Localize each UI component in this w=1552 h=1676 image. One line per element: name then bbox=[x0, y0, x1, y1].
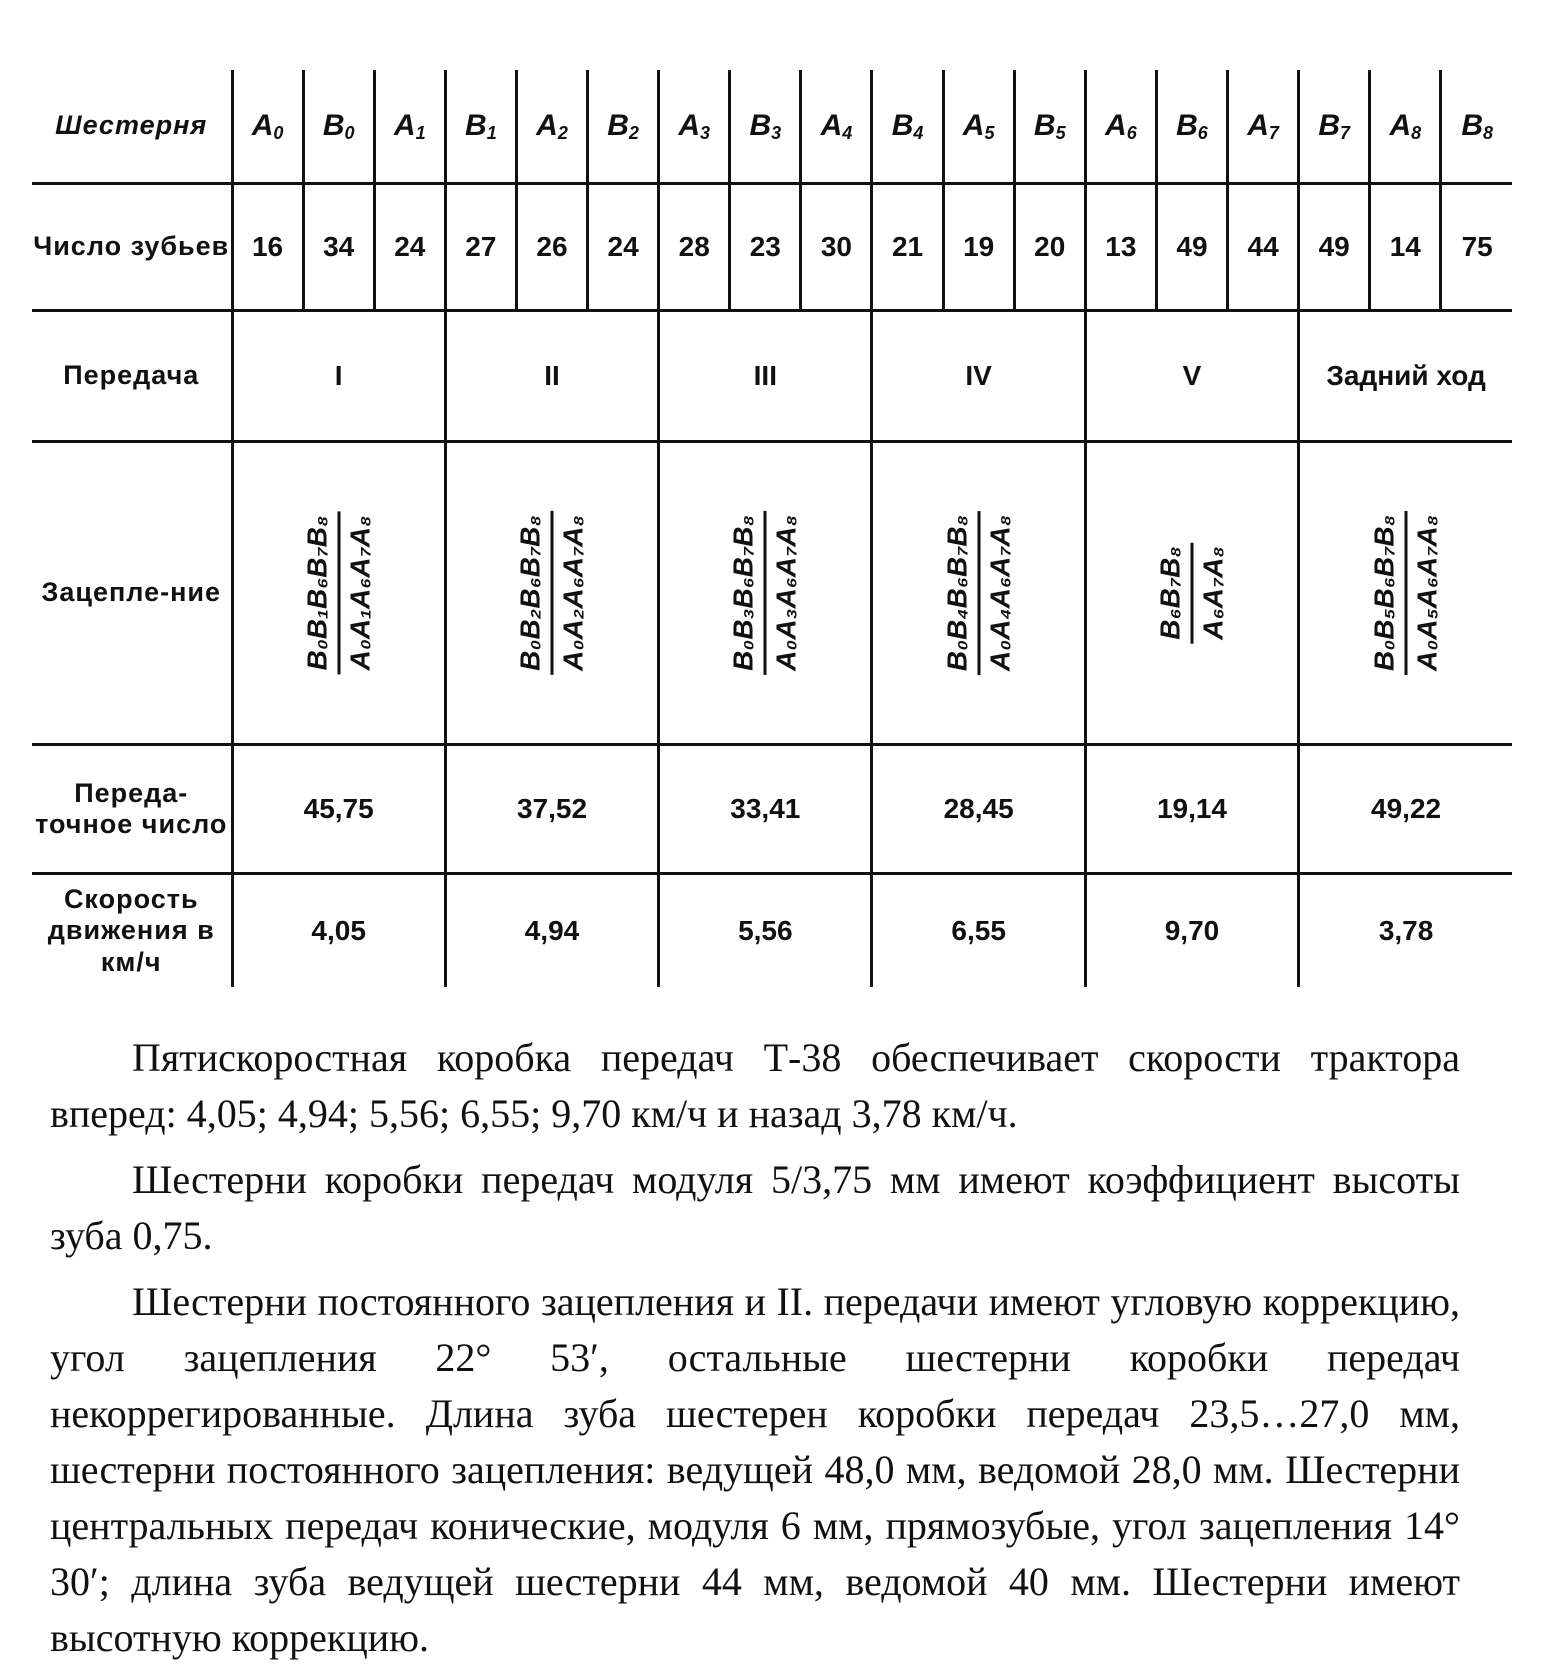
meshing-denominator: A₀A₃A₆A₇A₈ bbox=[770, 515, 802, 671]
meshing-cell bbox=[1085, 442, 1298, 745]
speed-cell: 6,55 bbox=[872, 874, 1085, 988]
gear-cell: $B_0$ bbox=[303, 70, 374, 184]
transmission-row bbox=[32, 311, 1512, 442]
gear-cell: $A_1$ bbox=[374, 70, 445, 184]
transmission-cell: V bbox=[1085, 311, 1298, 442]
paragraph: Пятискоростная коробка передач Т-38 обеспечивает скорости трактора вперед: 4,05; 4,94; 5,56; 6,55; 9,70 км/ч и назад 3,78 км/ч. bbox=[50, 1035, 1460, 1136]
teeth-cell: 19 bbox=[943, 184, 1014, 311]
gear-cell: $B_4$ bbox=[872, 70, 943, 184]
gear-cell: $B_3$ bbox=[730, 70, 801, 184]
gear-cell: $B_6$ bbox=[1156, 70, 1227, 184]
meshing-row bbox=[32, 442, 1512, 745]
gear-cell: $A_5$ bbox=[943, 70, 1014, 184]
meshing-numerator: B₆B₇B₈ bbox=[1154, 542, 1193, 643]
gear-cell: $B_1$ bbox=[445, 70, 516, 184]
meshing-denominator: A₆A₇A₈ bbox=[1197, 546, 1229, 640]
teeth-cell: 49 bbox=[1156, 184, 1227, 311]
meshing-numerator: B₀B₄B₆B₇B₈ bbox=[941, 511, 980, 675]
meshing-cell bbox=[445, 442, 658, 745]
teeth-cell: 26 bbox=[516, 184, 587, 311]
meshing-numerator: B₀B₃B₆B₇B₈ bbox=[728, 511, 767, 675]
gear-row-header: Шестерня bbox=[55, 110, 208, 141]
meshing-fraction bbox=[1154, 542, 1229, 643]
meshing-cell bbox=[872, 442, 1085, 745]
teeth-cell: 23 bbox=[730, 184, 801, 311]
teeth-cell: 14 bbox=[1370, 184, 1441, 311]
gear-cell: $A_2$ bbox=[516, 70, 587, 184]
teeth-cell: 16 bbox=[232, 184, 303, 311]
ratio-row bbox=[32, 745, 1512, 874]
teeth-cell: 30 bbox=[801, 184, 872, 311]
speed-row-header: Скорость движения в км/ч bbox=[32, 874, 232, 988]
gear-cell: $A_0$ bbox=[232, 70, 303, 184]
gear-cell: $A_6$ bbox=[1085, 70, 1156, 184]
paragraph: Шестерни постоянного зацепления и II. передачи имеют угловую коррекцию, угол зацепления 22° 53′, остальные шестерни коробки передач некоррегированные. Длина зуба шестерен коробки передач 23,5…27,0 мм, шестерни постоянного зацепления: ведущей 48,0 мм, ведомой 28,0 мм. Шестерни центральных передач конические, модуля 6 мм, прямозубые, угол зацепления 14° 30′; длина зуба ведущей шестерни 44 мм, ведомой 40 мм. Шестерни имеют высотную коррекцию. bbox=[50, 1279, 1460, 1660]
ratio-row-header: Переда-точное число bbox=[32, 745, 232, 874]
transmission-cell: I bbox=[232, 311, 445, 442]
meshing-fraction bbox=[514, 511, 589, 675]
gear-row bbox=[32, 70, 1512, 184]
speed-cell: 4,05 bbox=[232, 874, 445, 988]
body-text bbox=[50, 1030, 1460, 1676]
meshing-denominator: A₀A₁A₆A₇A₈ bbox=[344, 515, 376, 671]
gear-cell: $B_7$ bbox=[1299, 70, 1370, 184]
gear-cell: $B_8$ bbox=[1441, 70, 1512, 184]
meshing-cell bbox=[659, 442, 872, 745]
meshing-fraction bbox=[301, 512, 376, 675]
meshing-fraction bbox=[941, 511, 1016, 675]
meshing-numerator: B₀B₂B₆B₇B₈ bbox=[514, 511, 553, 675]
teeth-row-header: Число зубьев bbox=[32, 184, 232, 311]
paragraph: Шестерни коробки передач модуля 5/3,75 мм имеют коэффициент высоты зуба 0,75. bbox=[50, 1157, 1460, 1258]
transmission-cell: Задний ход bbox=[1299, 311, 1512, 442]
meshing-cell bbox=[232, 442, 445, 745]
meshing-numerator: B₀B₁B₆B₇B₈ bbox=[301, 512, 340, 675]
gear-cell: $B_2$ bbox=[588, 70, 659, 184]
ratio-cell: 33,41 bbox=[659, 745, 872, 874]
teeth-cell: 24 bbox=[588, 184, 659, 311]
ratio-cell: 37,52 bbox=[445, 745, 658, 874]
teeth-cell: 27 bbox=[445, 184, 516, 311]
teeth-cell: 24 bbox=[374, 184, 445, 311]
teeth-cell: 75 bbox=[1441, 184, 1512, 311]
ratio-cell: 45,75 bbox=[232, 745, 445, 874]
ratio-cell: 19,14 bbox=[1085, 745, 1298, 874]
teeth-cell: 28 bbox=[659, 184, 730, 311]
teeth-cell: 44 bbox=[1228, 184, 1299, 311]
speed-row bbox=[32, 874, 1512, 988]
teeth-row bbox=[32, 184, 1512, 311]
meshing-numerator: B₀B₅B₆B₇B₈ bbox=[1369, 511, 1408, 675]
transmission-cell: IV bbox=[872, 311, 1085, 442]
meshing-denominator: A₀A₄A₆A₇A₈ bbox=[984, 514, 1016, 672]
transmission-cell: II bbox=[445, 311, 658, 442]
gearbox-table bbox=[32, 70, 1512, 987]
ratio-cell: 28,45 bbox=[872, 745, 1085, 874]
meshing-fraction bbox=[1369, 511, 1444, 675]
gear-cell: $A_4$ bbox=[801, 70, 872, 184]
teeth-cell: 34 bbox=[303, 184, 374, 311]
speed-cell: 5,56 bbox=[659, 874, 872, 988]
gear-cell: $A_8$ bbox=[1370, 70, 1441, 184]
meshing-cell bbox=[1299, 442, 1512, 745]
meshing-denominator: A₀A₅A₆A₇A₈ bbox=[1411, 514, 1443, 672]
teeth-cell: 13 bbox=[1085, 184, 1156, 311]
meshing-denominator: A₀A₂A₆A₇A₈ bbox=[557, 515, 589, 671]
teeth-cell: 20 bbox=[1014, 184, 1085, 311]
transmission-row-header: Передача bbox=[32, 311, 232, 442]
teeth-cell: 21 bbox=[872, 184, 943, 311]
speed-cell: 3,78 bbox=[1299, 874, 1512, 988]
speed-cell: 9,70 bbox=[1085, 874, 1298, 988]
teeth-cell: 49 bbox=[1299, 184, 1370, 311]
gear-cell: $B_5$ bbox=[1014, 70, 1085, 184]
transmission-cell: III bbox=[659, 311, 872, 442]
gear-cell: $A_3$ bbox=[659, 70, 730, 184]
gear-cell: $A_7$ bbox=[1228, 70, 1299, 184]
ratio-cell: 49,22 bbox=[1299, 745, 1512, 874]
meshing-fraction bbox=[728, 511, 803, 675]
speed-cell: 4,94 bbox=[445, 874, 658, 988]
meshing-row-header: Зацепле-ние bbox=[32, 442, 232, 745]
